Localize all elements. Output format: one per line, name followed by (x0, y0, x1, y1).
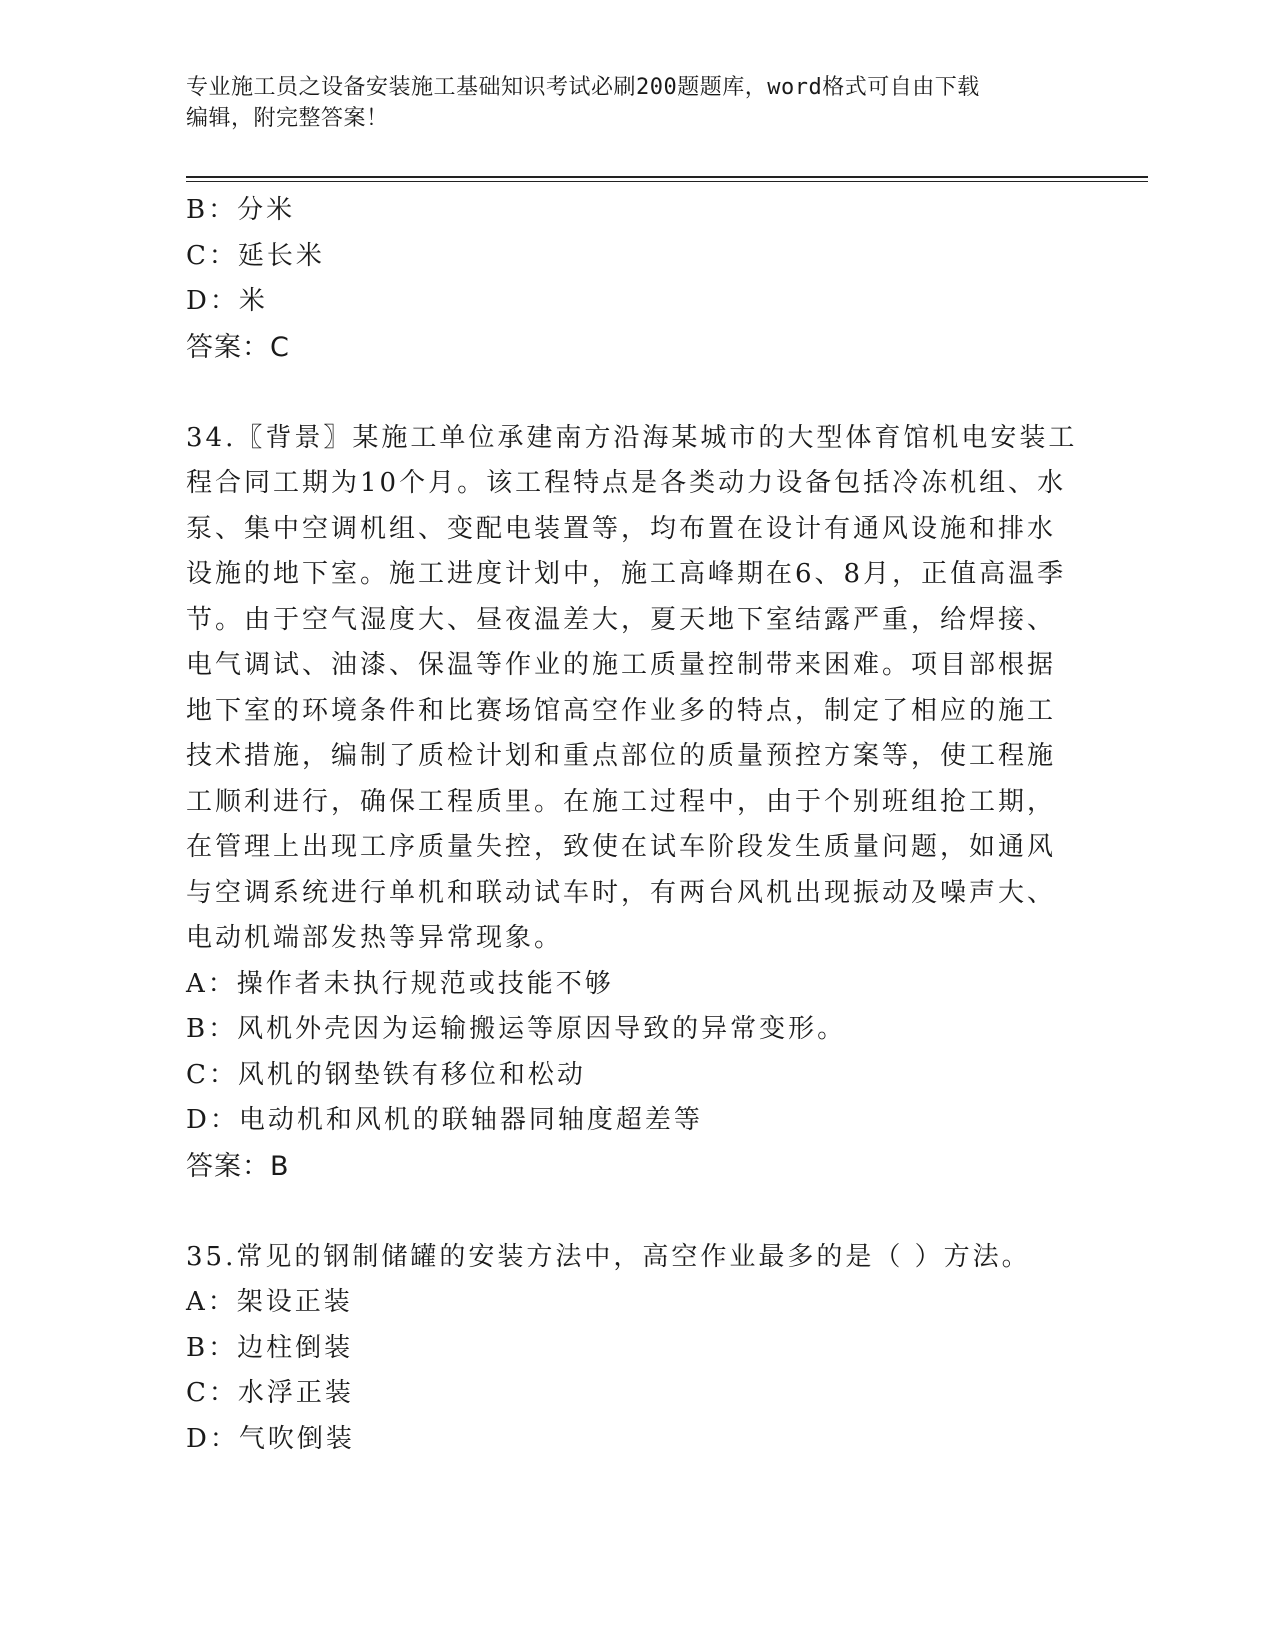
question-34-stem (186, 416, 1086, 962)
header-divider-thin (186, 181, 1148, 182)
question-33-block (186, 188, 1086, 370)
question-35-option-a: A：架设正装 (186, 1287, 353, 1317)
document-header (186, 72, 1086, 134)
question-34-stem-line: 技术措施，编制了质检计划和重点部位的质量预控方案等，使工程施 (186, 741, 1057, 771)
question-35-option-d: D：气吹倒装 (186, 1423, 355, 1454)
question-34-stem-line: 程合同工期为10个月。该工程特点是各类动力设备包括冷冻机组、水 (186, 468, 1067, 498)
header-divider-thick (186, 176, 1148, 178)
question-35-block (186, 1235, 1086, 1463)
question-34-stem-line: 电动机端部发热等异常现象。 (186, 923, 564, 953)
question-34-option-a: A：操作者未执行规范或技能不够 (186, 968, 614, 999)
document-body (186, 188, 1086, 1462)
question-34-stem-line: 地下室的环境条件和比赛场馆高空作业多的特点，制定了相应的施工 (186, 695, 1057, 726)
question-34-stem-line: 节。由于空气湿度大、昼夜温差大，夏天地下室结露严重，给焊接、 (186, 604, 1057, 635)
question-33-option-d: D：米 (186, 286, 268, 316)
spacer (186, 1189, 1086, 1235)
question-35-option-c: C：水浮正装 (186, 1378, 354, 1408)
question-34-stem-line: 在管理上出现工序质量失控，致使在试车阶段发生质量问题，如通风 (186, 832, 1057, 862)
question-35-option-b: B：边柱倒装 (186, 1332, 354, 1363)
question-34-answer: 答案：B (186, 1150, 290, 1182)
question-34-option-b: B：风机外壳因为运输搬运等原因导致的异常变形。 (186, 1014, 847, 1044)
question-34-stem-line: 与空调系统进行单机和联动试车时，有两台风机出现振动及噪声大、 (186, 877, 1057, 908)
question-33-answer: 答案：C (186, 331, 290, 363)
header-title-line-1: 专业施工员之设备安装施工基础知识考试必刷200题题库，word格式可自由下载 (186, 75, 980, 100)
question-34-stem-line: 泵、集中空调机组、变配电装置等，均布置在设计有通风设施和排水 (186, 513, 1057, 544)
question-33-option-b: B：分米 (186, 195, 296, 225)
question-34-option-d: D：电动机和风机的联轴器同轴度超差等 (186, 1105, 703, 1135)
header-title-line-2: 编辑，附完整答案！ (186, 106, 389, 131)
question-34-option-c: C：风机的钢垫铁有移位和松动 (186, 1059, 586, 1090)
question-34-stem-line: 电气调试、油漆、保温等作业的施工质量控制带来困难。项目部根据 (186, 650, 1057, 680)
question-34-stem-line: 34.〖背景〗某施工单位承建南方沿海某城市的大型体育馆机电安装工 (186, 422, 1078, 453)
question-35-stem: 35.常见的钢制储罐的安装方法中，高空作业最多的是（ ）方法。 (186, 1241, 1031, 1272)
question-34-stem-line: 设施的地下室。施工进度计划中，施工高峰期在6、8月，正值高温季 (186, 559, 1067, 589)
spacer (186, 370, 1086, 416)
question-34-stem-line: 工顺利进行，确保工程质里。在施工过程中，由于个别班组抢工期， (186, 786, 1057, 817)
question-34-block (186, 416, 1086, 1190)
question-33-option-c: C：延长米 (186, 240, 325, 271)
